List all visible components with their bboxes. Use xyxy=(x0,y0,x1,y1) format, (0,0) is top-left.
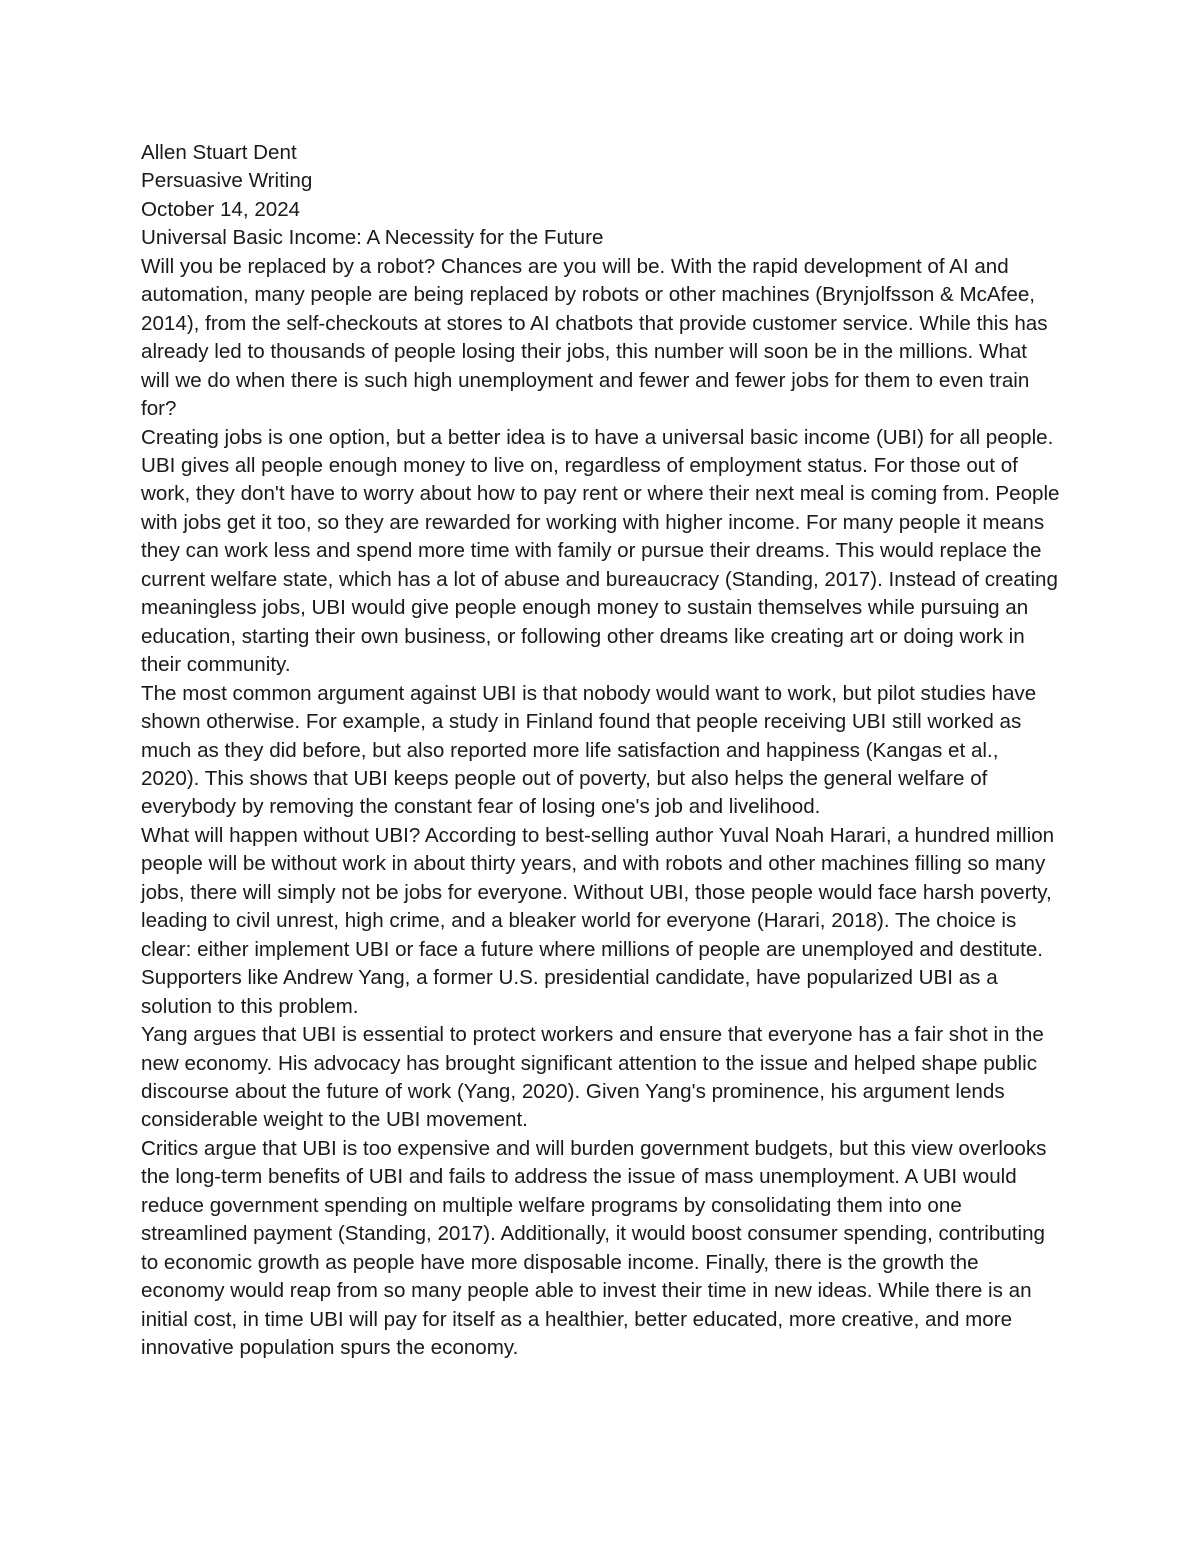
paragraph-6: Yang argues that UBI is essential to protect workers and ensure that everyone has a fair shot in the new economy. His advocacy has brought significant attention to the issue and helped shape public discourse about the future of work (Yang, 2020). Given Yang's prominence, his argument lends considerable weight to the UBI movement. xyxy=(141,1023,1044,1132)
essay-title: Universal Basic Income: A Necessity for the Future xyxy=(141,226,604,250)
paragraph-3: The most common argument against UBI is that nobody would want to work, but pilot studies have shown otherwise. For example, a study in Finland found that people receiving UBI still worked as much as they did before, but also reported more life satisfaction and happiness (Kangas et al., 2020). This shows that UBI keeps people out of poverty, but also helps the general welfare of everybody by removing the constant fear of losing one's job and livelihood. xyxy=(141,681,1037,819)
document-date: October 14, 2024 xyxy=(141,197,301,221)
paragraph-5: Supporters like Andrew Yang, a former U.S. presidential candidate, have popularized UBI as a solution to this problem. xyxy=(141,966,998,1018)
document-page xyxy=(141,139,1061,1362)
paragraph-2: Creating jobs is one option, but a better idea is to have a universal basic income (UBI) for all people. UBI gives all people enough money to live on, regardless of employment status. For those out of work, they don't have to worry about how to pay rent or where their next meal is coming from. People with jobs get it too, so they are rewarded for working with higher income. For many people it means they can work less and spend more time with family or pursue their dreams. This would replace the current welfare state, which has a lot of abuse and bureaucracy (Standing, 2017). Instead of creating meaningless jobs, UBI would give people enough money to sustain themselves while pursuing an education, starting their own business, or following other dreams like creating art or doing work in their community. xyxy=(141,425,1060,677)
author-name: Allen Stuart Dent xyxy=(141,141,297,164)
course-name: Persuasive Writing xyxy=(141,169,313,193)
paragraph-1: Will you be replaced by a robot? Chances are you will be. With the rapid development of AI and automation, many people are being replaced by robots or other machines (Brynjolfsson & McAfee, 2014), from the self-checkouts at stores to AI chatbots that provide customer service. While this has already led to thousands of people losing their jobs, this number will soon be in the millions. What will we do when there is such high unemployment and fewer and fewer jobs for them to even train for? xyxy=(141,254,1048,421)
paragraph-7: Critics argue that UBI is too expensive and will burden government budgets, but this view overlooks the long-term benefits of UBI and fails to address the issue of mass unemployment. A UBI would reduce government spending on multiple welfare programs by consolidating them into one streamlined payment (Standing, 2017). Additionally, it would boost consumer spending, contributing to economic growth as people have more disposable income. Finally, there is the growth the economy would reap from so many people able to invest their time in new ideas. While there is an initial cost, in time UBI will pay for itself as a healthier, better educated, more creative, and more innovative population spurs the economy. xyxy=(141,1136,1047,1360)
paragraph-4: What will happen without UBI? According to best-selling author Yuval Noah Harari, a hundred million people will be without work in about thirty years, and with robots and other machines filling so many jobs, there will simply not be jobs for everyone. Without UBI, those people would face harsh poverty, leading to civil unrest, high crime, and a bleaker world for everyone (Harari, 2018). The choice is clear: either implement UBI or face a future where millions of people are unemployed and destitute. xyxy=(141,823,1055,961)
